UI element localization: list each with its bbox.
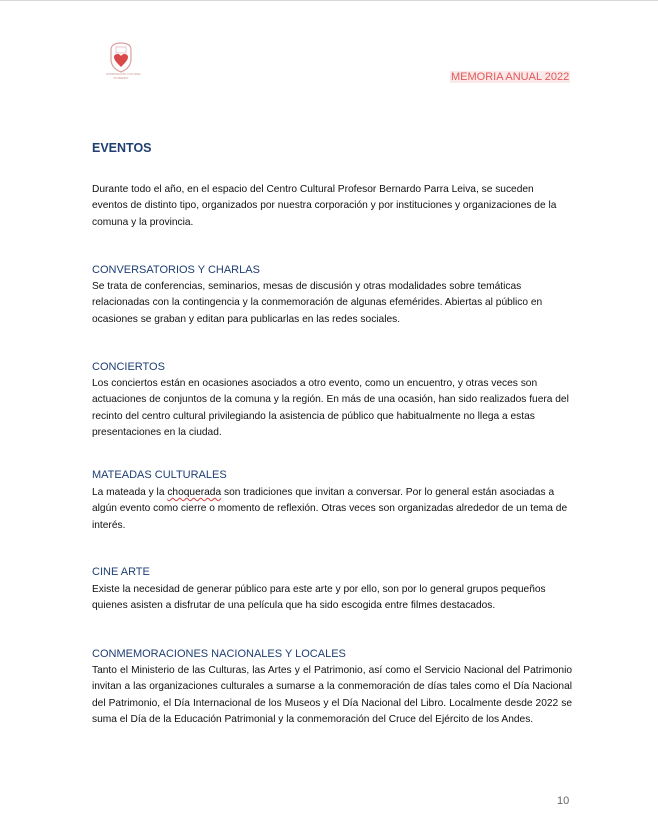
spellcheck-flagged-word: choquerada — [167, 487, 222, 498]
section-text-conciertos: Los conciertos están en ocasiones asociados a otro evento, como un encuentro, y otras veces son actuaciones de conjuntos de la comuna y la región. En más de una ocasión, han sido realizados fuera del recinto del centro cultural privilegiando la asistencia de público que habitualmente no llega a estas presentaciones en la ciudad. — [92, 378, 569, 438]
logo-caption-line2: PUTAENDO — [113, 75, 129, 80]
section-title-mateadas: MATEADAS CULTURALES — [92, 469, 227, 481]
logo — [104, 41, 141, 91]
section-title-conciertos: CONCIERTOS — [92, 361, 165, 373]
intro-paragraph: Durante todo el año, en el espacio del Centro Cultural Profesor Bernardo Parra Leiva, se suceden eventos de distinto tipo, organizados por nuestra corporación y por instituciones y organizaciones de la comuna y la provincia. — [92, 184, 557, 228]
section-title-cine-arte: CINE ARTE — [92, 566, 150, 578]
page-title: EVENTOS — [92, 141, 152, 155]
section-text-cine-arte: Existe la necesidad de generar público para este arte y por ello, son por lo general grupos pequeños quienes asisten a disfrutar de una película que ha sido escogida entre filmes destacados. — [92, 584, 546, 612]
page-number: 10 — [557, 795, 570, 807]
section-text-mateadas — [92, 485, 572, 534]
mateadas-text-end: son tradiciones que invitan a conversar. Por lo general están asociadas a algún evento como cierre o momento de reflexión. Otras veces son organizadas alrededor de un tema de interés. — [92, 487, 568, 531]
section-title-conversatorios: CONVERSATORIOS Y CHARLAS — [92, 264, 260, 276]
logo-caption-line1: CORPORACIÓN CULTURAL — [105, 72, 141, 76]
memoria-label: MEMORIA ANUAL 2022 — [451, 71, 570, 83]
heart-emblem-logo-icon — [106, 41, 136, 73]
section-title-conmemoraciones: CONMEMORACIONES NACIONALES Y LOCALES — [92, 648, 346, 660]
section-text-conversatorios: Se trata de conferencias, seminarios, mesas de discusión y otras modalidades sobre temáticas relacionadas con la contingencia y la conmemoración de algunas efemérides. Abiertas al público en ocasiones se graban y editan para publicarlas en las redes sociales. — [92, 281, 543, 325]
mateadas-text-start: La mateada y la — [92, 487, 168, 498]
section-text-conmemoraciones: Tanto el Ministerio de las Culturas, las Artes y el Patrimonio, así como el Servicio Nacional del Patrimonio invitan a las organizaciones culturales a sumarse a la conmemoración de días tales como el Día Nacional del Patrimonio, el Día Internacional de los Museos y el Día Nacional del Libro. Localmente desde 2022 se suma el Día de la Educación Patrimonial y la conmemoración del Cruce del Ejército de los Andes. — [92, 665, 572, 725]
